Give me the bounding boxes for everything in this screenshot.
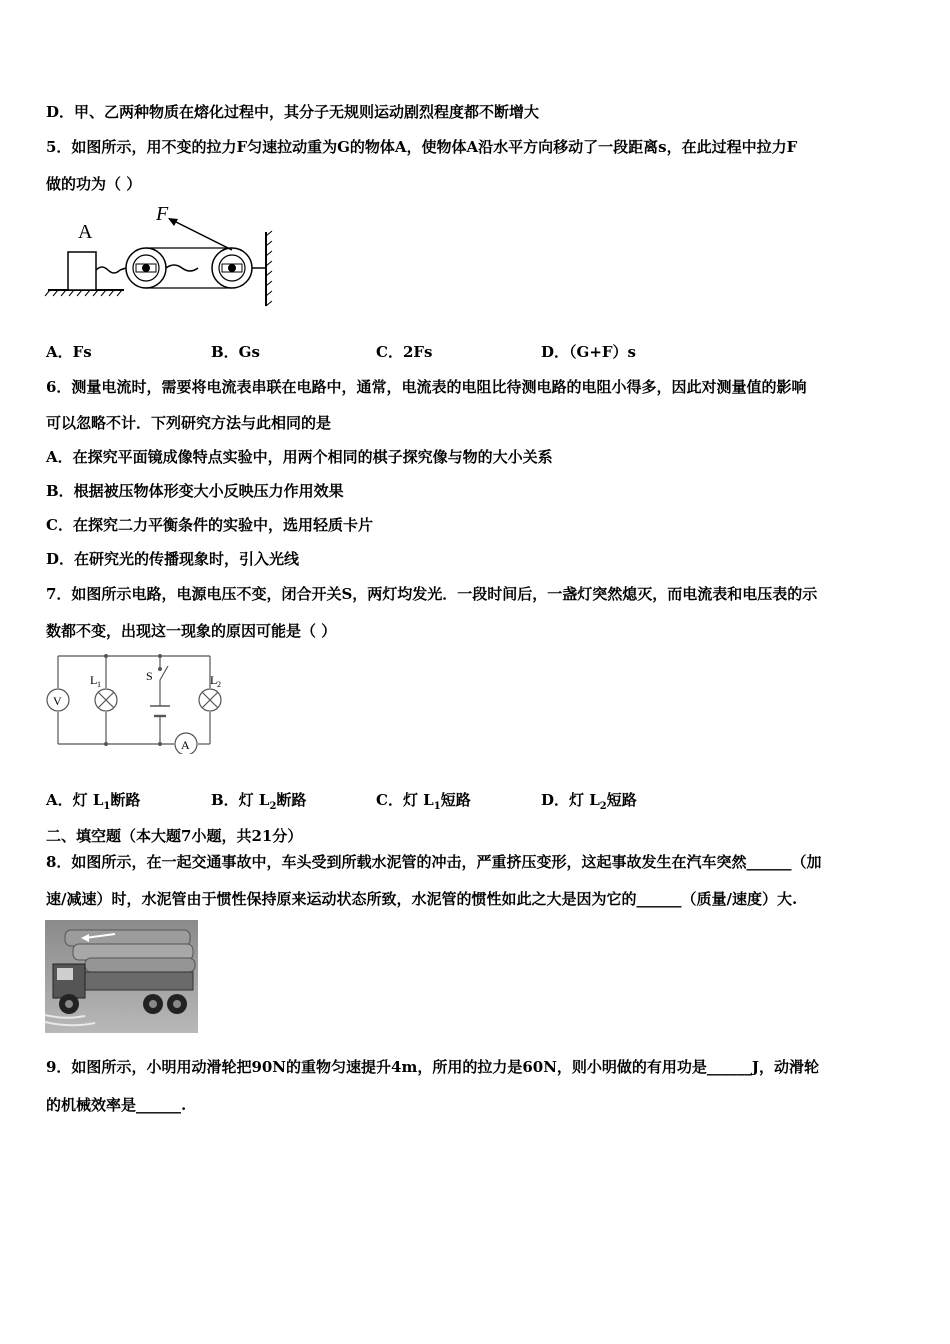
q6-option-a: A．在探究平面镜成像特点实验中，用两个相同的棋子探究像与物的大小关系 xyxy=(46,448,553,466)
q8-stem-line2: 速/减速）时，水泥管由于惯性保持原来运动状态所致，水泥管的惯性如此之大是因为它的______（质量/速度）大. xyxy=(46,890,798,908)
q9-stem-line1: 9．如图所示，小明用动滑轮把90N的重物匀速提升4m，所用的拉力是60N，则小明做的有用功是______J，动滑轮 xyxy=(46,1058,820,1076)
q7-option-c: C．灯 $L_1$短路 xyxy=(376,791,471,812)
q5-stem-line1: 5．如图所示，用不变的拉力F匀速拉动重为G的物体A，使物体A沿水平方向移动了一段距离s，在此过程中拉力F xyxy=(46,138,798,156)
label-f: F xyxy=(156,203,169,225)
truck-accident-photo xyxy=(45,920,198,1033)
q5-stem-line2: 做的功为（ ） xyxy=(46,175,142,193)
svg-text:L: L xyxy=(210,673,218,687)
section-2-title: 二、填空题（本大题7小题，共21分） xyxy=(46,827,303,845)
q8-stem-line1: 8．如图所示，在一起交通事故中，车头受到所载水泥管的冲击，严重挤压变形，这起事故发生在汽车突然______（加 xyxy=(46,853,822,871)
svg-text:1: 1 xyxy=(97,680,101,689)
svg-text:V: V xyxy=(53,694,62,708)
block-a xyxy=(68,252,96,290)
svg-text:L: L xyxy=(90,673,98,687)
q7-option-d: D．灯 $L_2$短路 xyxy=(541,791,637,812)
force-arrow xyxy=(172,220,232,250)
q6-option-c: C．在探究二力平衡条件的实验中，选用轻质卡片 xyxy=(46,516,373,534)
q4-option-d: D．甲、乙两种物质在熔化过程中，其分子无规则运动剧烈程度都不断增大 xyxy=(46,103,540,121)
q9-stem-line2: 的机械效率是______. xyxy=(46,1096,187,1114)
q5-option-a: A．Fs xyxy=(46,343,92,361)
q7-stem-line1: 7．如图所示电路，电源电压不变，闭合开关S，两灯均发光．一段时间后，一盏灯突然熄灭，而电流表和电压表的示 xyxy=(46,585,818,603)
q7-stem-line2: 数都不变，出现这一现象的原因可能是（ ） xyxy=(46,622,337,640)
q7-option-a: A．灯 $L_1$断路 xyxy=(46,791,141,812)
q6-stem-line2: 可以忽略不计．下列研究方法与此相同的是 xyxy=(46,414,332,432)
svg-text:2: 2 xyxy=(217,680,221,689)
svg-text:S: S xyxy=(146,669,153,683)
q6-option-b: B．根据被压物体形变大小反映压力作用效果 xyxy=(46,482,344,500)
svg-text:A: A xyxy=(181,738,190,752)
circuit-figure xyxy=(44,650,224,754)
q7-option-b: B．灯 $L_2$断路 xyxy=(211,791,307,812)
q6-stem-line1: 6．测量电流时，需要将电流表串联在电路中，通常，电流表的电阻比待测电路的电阻小得多，因此对测量值的影响 xyxy=(46,378,807,396)
q6-option-d: D．在研究光的传播现象时，引入光线 xyxy=(46,550,300,568)
label-a: A xyxy=(78,221,93,243)
q5-option-d: D．（G+F）s xyxy=(541,343,636,361)
q5-option-c: C．2Fs xyxy=(376,343,433,361)
pulley-figure xyxy=(44,200,274,312)
q5-option-b: B．Gs xyxy=(211,343,260,361)
